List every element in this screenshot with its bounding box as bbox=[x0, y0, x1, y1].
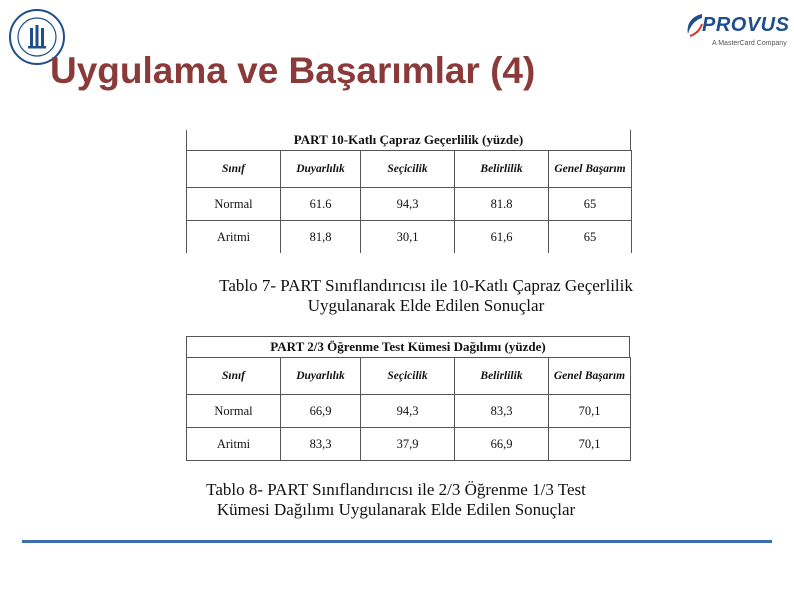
table-cell: 30,1 bbox=[361, 221, 455, 254]
column-header: Belirlilik bbox=[455, 358, 549, 395]
table-cell: Normal bbox=[187, 395, 281, 428]
table-header-row bbox=[187, 151, 632, 188]
table-row bbox=[187, 428, 631, 461]
provus-logo bbox=[684, 12, 790, 54]
table-caption bbox=[198, 276, 654, 316]
column-header: Duyarlılık bbox=[281, 151, 361, 188]
table-cell: 94,3 bbox=[361, 188, 455, 221]
footer-divider bbox=[22, 540, 772, 543]
table-header-row bbox=[187, 358, 631, 395]
caption-line: Kümesi Dağılımı Uygulanarak Elde Edilen Sonuçlar bbox=[216, 500, 576, 519]
column-header: Seçicilik bbox=[361, 358, 455, 395]
table-cell: 61,6 bbox=[455, 221, 549, 254]
table-2-3-split bbox=[186, 336, 630, 461]
table-cell: 37,9 bbox=[361, 428, 455, 461]
provus-brand-text: PROVUS bbox=[702, 14, 790, 36]
table-row bbox=[187, 395, 631, 428]
table-cell: 70,1 bbox=[549, 428, 631, 461]
column-header: Seçicilik bbox=[361, 151, 455, 188]
table-cell: Aritmi bbox=[187, 221, 281, 254]
table-cell: 83,3 bbox=[281, 428, 361, 461]
caption-line: Tablo 8- PART Sınıflandırıcısı ile 2/3 Öğrenme 1/3 Test bbox=[206, 480, 586, 499]
column-header: Sınıf bbox=[187, 151, 281, 188]
table-cell: 81.8 bbox=[455, 188, 549, 221]
table-cell: 65 bbox=[549, 188, 632, 221]
table-cell: 94,3 bbox=[361, 395, 455, 428]
table-cell: 81,8 bbox=[281, 221, 361, 254]
table-title: PART 2/3 Öğrenme Test Kümesi Dağılımı (yüzde) bbox=[186, 336, 630, 357]
column-header: Genel Başarım bbox=[549, 151, 632, 188]
table-caption bbox=[186, 480, 606, 520]
table-row bbox=[187, 188, 632, 221]
table-10-fold-cv bbox=[186, 130, 631, 253]
table-cell: 66,9 bbox=[281, 395, 361, 428]
table-title: PART 10-Katlı Çapraz Geçerlilik (yüzde) bbox=[186, 130, 631, 150]
table-cell: 61.6 bbox=[281, 188, 361, 221]
results-table bbox=[186, 150, 632, 253]
table-cell: Aritmi bbox=[187, 428, 281, 461]
table-cell: 65 bbox=[549, 221, 632, 254]
table-cell: 66,9 bbox=[455, 428, 549, 461]
caption-line: Tablo 7- PART Sınıflandırıcısı ile 10-Katlı Çapraz Geçerlilik bbox=[219, 276, 633, 295]
column-header: Sınıf bbox=[187, 358, 281, 395]
slide-title: Uygulama ve Başarımlar (4) bbox=[50, 50, 536, 91]
table-cell: 70,1 bbox=[549, 395, 631, 428]
table-row bbox=[187, 221, 632, 254]
results-table bbox=[186, 357, 631, 461]
table-cell: Normal bbox=[187, 188, 281, 221]
column-header: Genel Başarım bbox=[549, 358, 631, 395]
table-cell: 83,3 bbox=[455, 395, 549, 428]
column-header: Duyarlılık bbox=[281, 358, 361, 395]
caption-line: Uygulanarak Elde Edilen Sonuçlar bbox=[307, 296, 545, 315]
provus-tagline: A MasterCard Company bbox=[712, 40, 787, 47]
column-header: Belirlilik bbox=[455, 151, 549, 188]
